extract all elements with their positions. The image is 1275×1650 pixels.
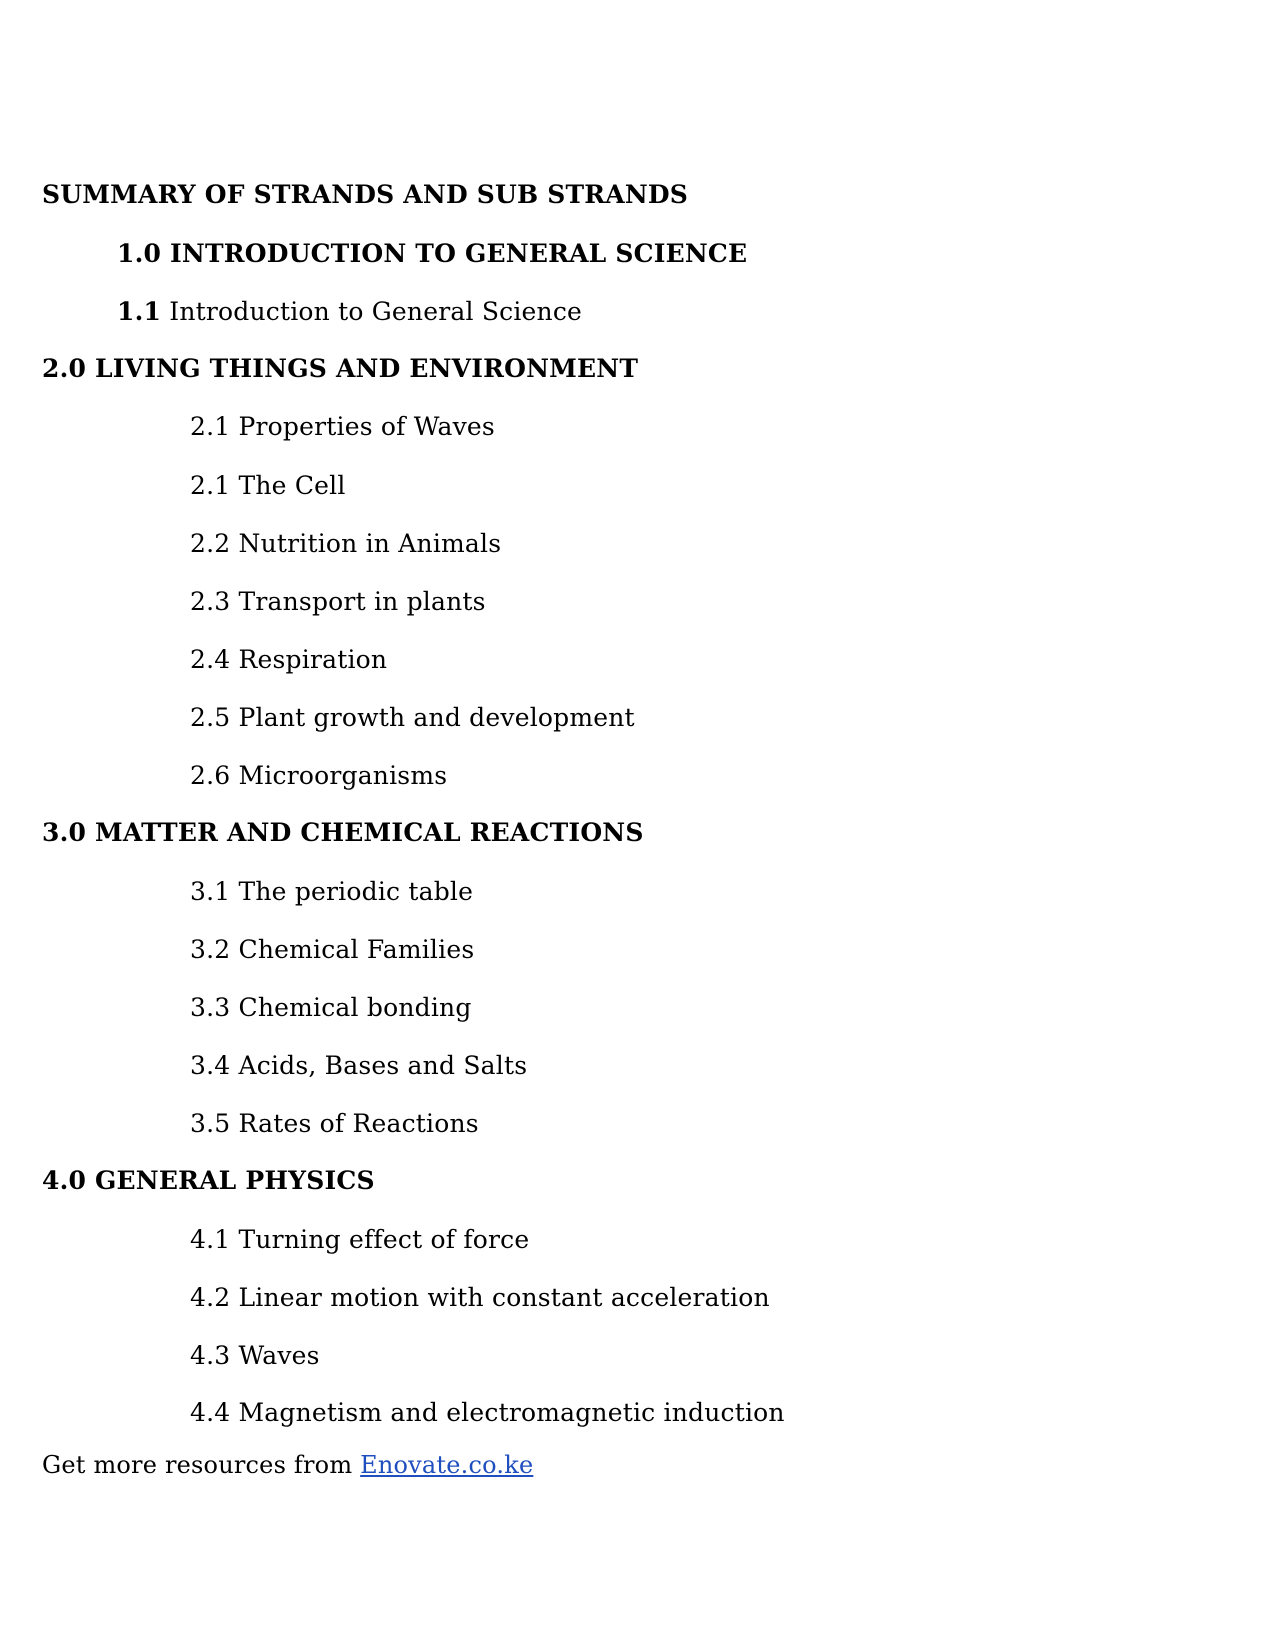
strand-3-item: 3.2 Chemical Families <box>190 935 475 964</box>
footer-text: Get more resources from <box>42 1451 353 1479</box>
strand-4-item: 4.1 Turning effect of force <box>190 1225 530 1254</box>
strand-4-heading: 4.0 GENERAL PHYSICS <box>42 1166 375 1195</box>
strand-2-heading: 2.0 LIVING THINGS AND ENVIRONMENT <box>42 354 639 383</box>
strand-1-sub-1 <box>117 296 582 328</box>
strand-1-sub-1-number: 1.1 <box>117 297 162 326</box>
footer-link[interactable]: Enovate.co.ke <box>360 1451 534 1479</box>
strand-2-item: 2.1 Properties of Waves <box>190 412 495 441</box>
strand-2-item: 2.5 Plant growth and development <box>190 703 635 732</box>
strand-4-item: 4.4 Magnetism and electromagnetic induction <box>190 1398 785 1427</box>
strand-3-heading: 3.0 MATTER AND CHEMICAL REACTIONS <box>42 818 644 847</box>
strand-3-item: 3.1 The periodic table <box>190 877 474 906</box>
strand-3-item: 3.3 Chemical bonding <box>190 993 472 1022</box>
strand-2-item: 2.6 Microorganisms <box>190 761 448 790</box>
strand-1-heading: 1.0 INTRODUCTION TO GENERAL SCIENCE <box>117 239 748 268</box>
document-title: SUMMARY OF STRANDS AND SUB STRANDS <box>42 180 689 209</box>
footer <box>42 1449 533 1481</box>
strand-3-item: 3.4 Acids, Bases and Salts <box>190 1051 528 1080</box>
strand-3-item: 3.5 Rates of Reactions <box>190 1109 479 1138</box>
strand-1-sub-1-text: Introduction to General Science <box>169 297 583 326</box>
strand-2-item: 2.1 The Cell <box>190 471 346 500</box>
strand-4-item: 4.2 Linear motion with constant acceleration <box>190 1283 770 1312</box>
strand-2-item: 2.2 Nutrition in Animals <box>190 529 502 558</box>
strand-4-item: 4.3 Waves <box>190 1341 320 1370</box>
strand-2-item: 2.4 Respiration <box>190 645 388 674</box>
strand-2-item: 2.3 Transport in plants <box>190 587 486 616</box>
